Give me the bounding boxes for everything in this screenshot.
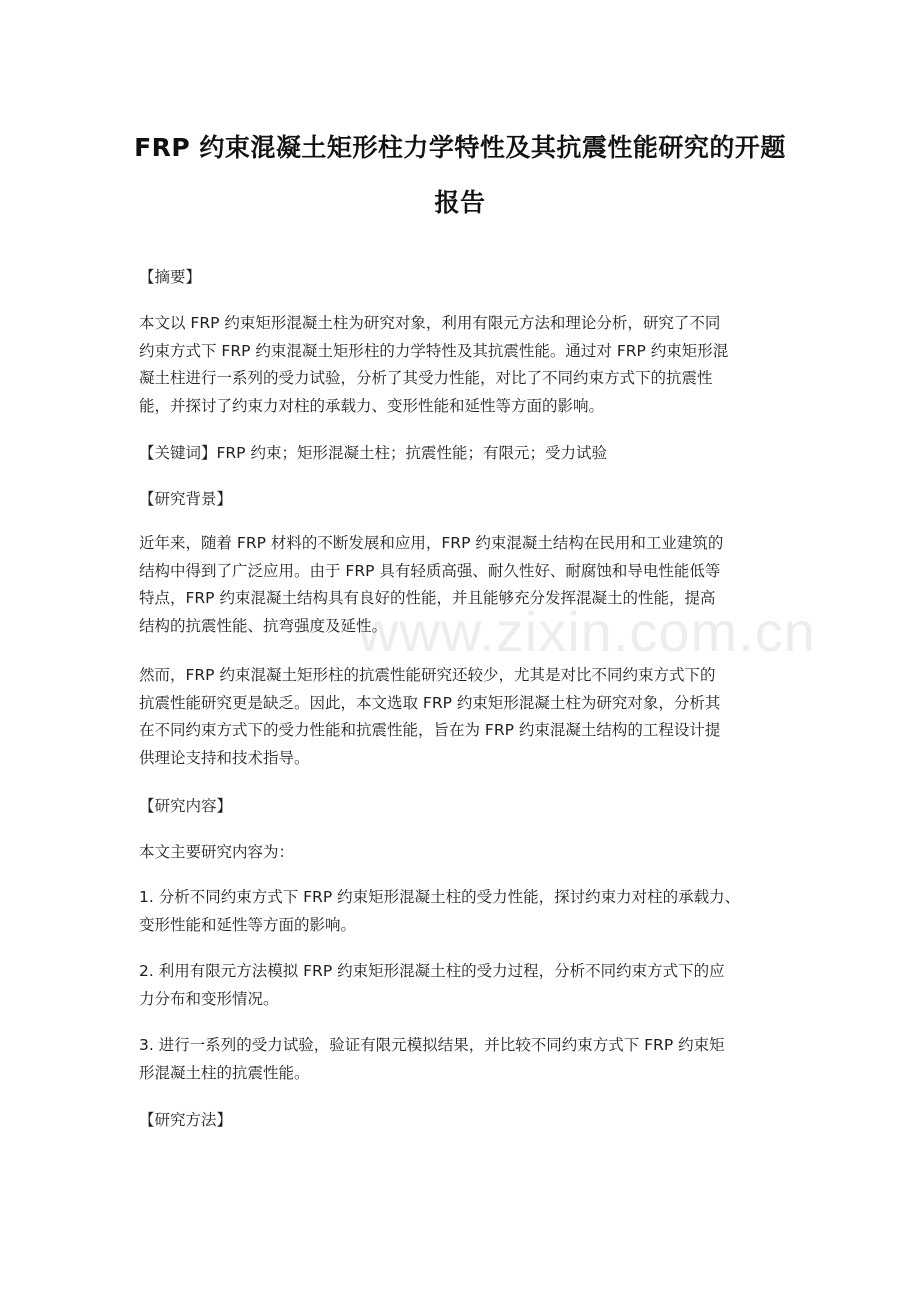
abstract-line: 约束方式下 FRP 约束混凝土矩形柱的力学特性及其抗震性能。通过对 FRP 约束矩形混 <box>139 341 729 360</box>
watermark: www.zixin.com.cn <box>358 600 816 663</box>
background-paragraph-2 <box>139 662 799 772</box>
content-item-line: 3. 进行一系列的受力试验，验证有限元模拟结果，并比较不同约束方式下 FRP 约束矩 <box>139 1036 725 1054</box>
background-line: 然而，FRP 约束混凝土矩形柱的抗震性能研究还较少，尤其是对比不同约束方式下的 <box>139 666 716 684</box>
background-heading: 【研究背景】 <box>139 490 233 508</box>
background-line: 近年来，随着 FRP 材料的不断发展和应用，FRP 约束混凝土结构在民用和工业建筑的 <box>139 534 724 552</box>
abstract-line: 凝土柱进行一系列的受力试验，分析了其受力性能，对比了不同约束方式下的抗震性 <box>139 369 713 387</box>
content-item-3 <box>139 1032 799 1087</box>
content-heading: 【研究内容】 <box>139 797 233 815</box>
content-item-line: 变形性能和延性等方面的影响。 <box>139 915 357 934</box>
content-intro: 本文主要研究内容为： <box>139 843 295 861</box>
abstract-line: 本文以 FRP 约束矩形混凝土柱为研究对象，利用有限元方法和理论分析，研究了不同 <box>139 314 721 332</box>
abstract-line: 能，并探讨了约束力对柱的承载力、变形性能和延性等方面的影响。 <box>139 396 605 415</box>
abstract-paragraph <box>139 310 799 420</box>
document-title-line-2: 报告 <box>434 188 486 217</box>
background-line: 结构中得到了广泛应用。由于 FRP 具有轻质高强、耐久性好、耐腐蚀和导电性能低等 <box>139 561 721 580</box>
content-item-line: 力分布和变形情况。 <box>139 989 279 1008</box>
background-paragraph-1 <box>139 530 799 640</box>
method-heading: 【研究方法】 <box>139 1111 233 1129</box>
background-line: 供理论支持和技术指导。 <box>139 748 310 767</box>
document-title-line-1: FRP 约束混凝土矩形柱力学特性及其抗震性能研究的开题 <box>134 133 786 162</box>
content-item-line: 2. 利用有限元方法模拟 FRP 约束矩形混凝土柱的受力过程，分析不同约束方式下的应 <box>139 962 725 980</box>
background-line: 结构的抗震性能、抗弯强度及延性。 <box>139 616 388 635</box>
content-item-1 <box>139 884 799 939</box>
background-line: 在不同约束方式下的受力性能和抗震性能，旨在为 FRP 约束混凝土结构的工程设计提 <box>139 721 721 739</box>
abstract-heading: 【摘要】 <box>139 268 202 286</box>
content-item-line: 形混凝土柱的抗震性能。 <box>139 1063 310 1082</box>
content-item-line: 1. 分析不同约束方式下 FRP 约束矩形混凝土柱的受力性能，探讨约束力对柱的承载力、 <box>139 888 741 906</box>
keywords-line: 【关键词】FRP 约束；矩形混凝土柱；抗震性能；有限元；受力试验 <box>139 444 607 462</box>
background-line: 特点，FRP 约束混凝土结构具有良好的性能，并且能够充分发挥混凝土的性能，提高 <box>139 589 716 607</box>
background-line: 抗震性能研究更是缺乏。因此，本文选取 FRP 约束矩形混凝土柱为研究对象，分析其 <box>139 693 721 712</box>
content-item-2 <box>139 958 799 1013</box>
